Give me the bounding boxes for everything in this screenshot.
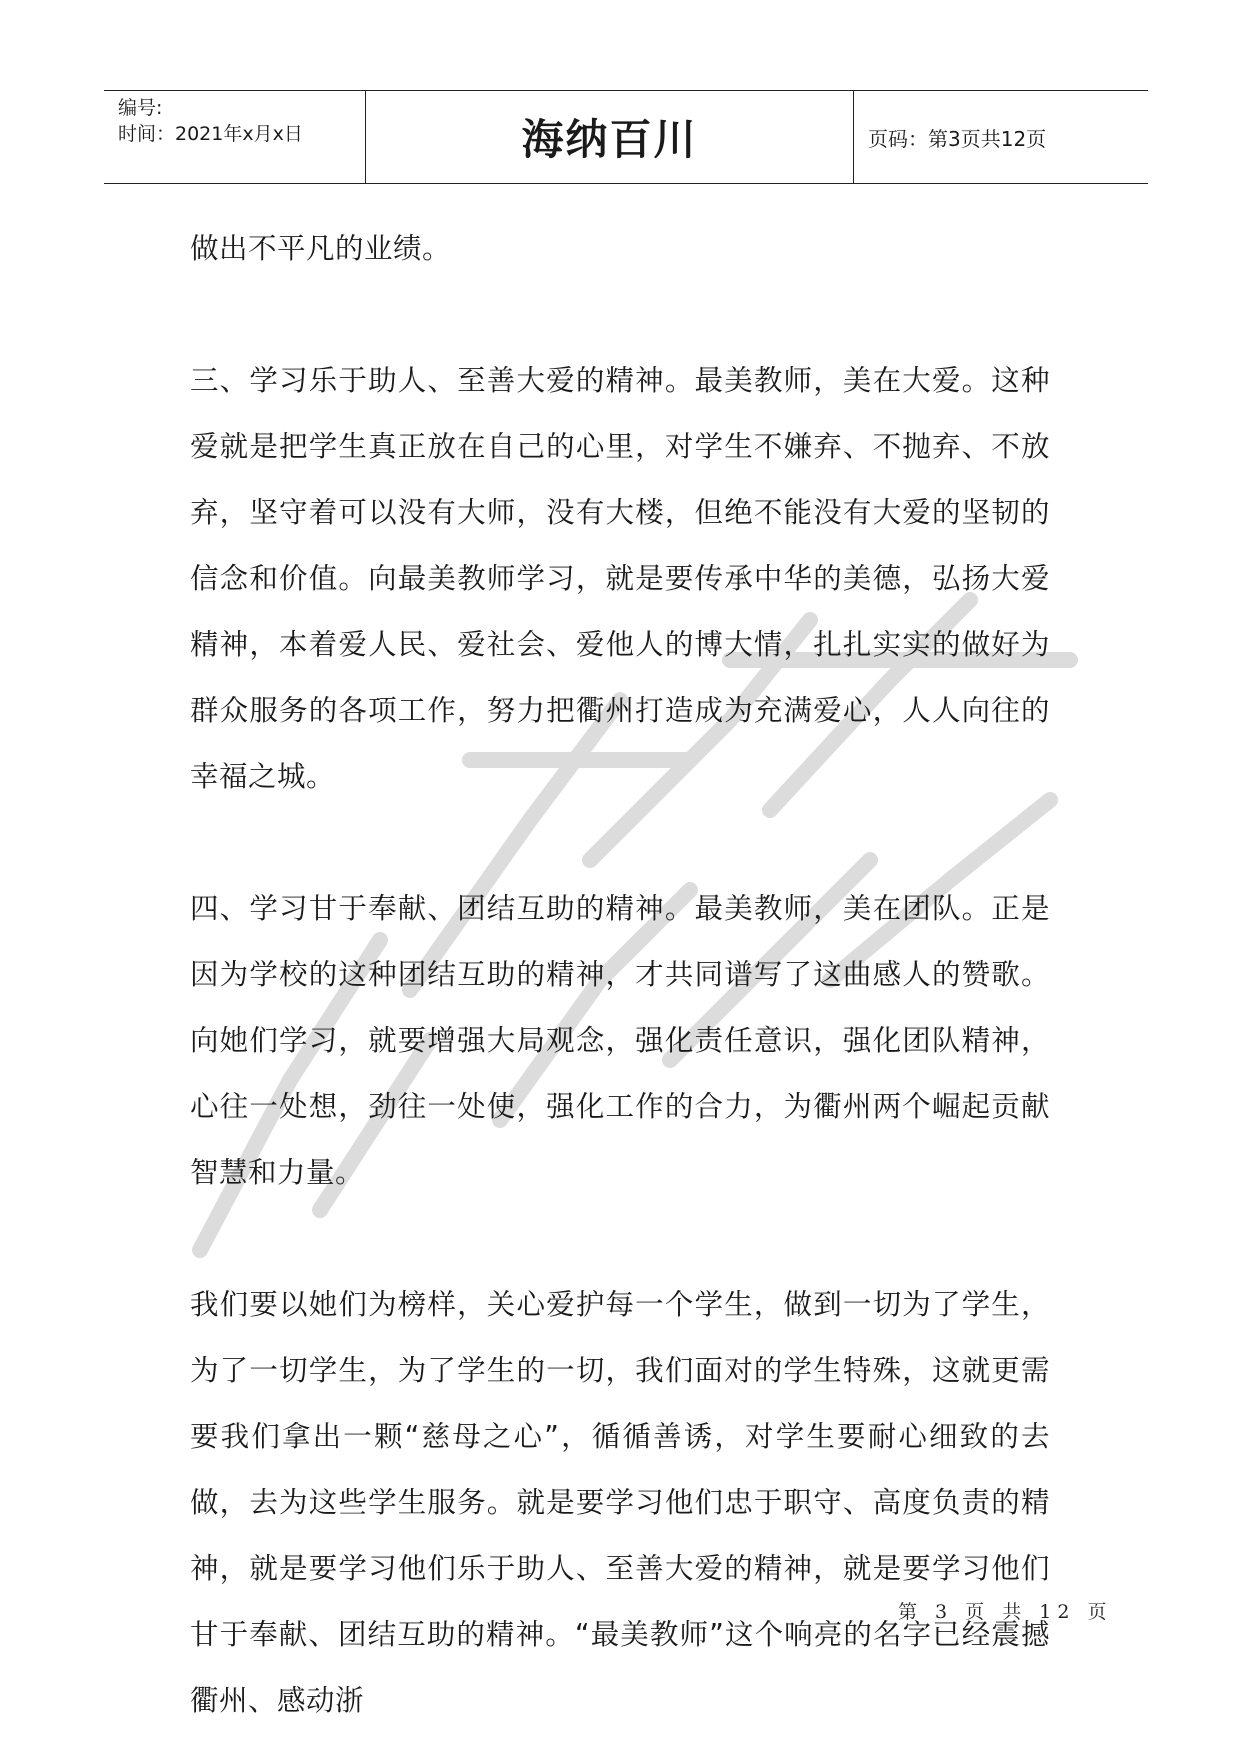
header-page-cell xyxy=(854,91,1148,183)
header-meta xyxy=(104,91,366,183)
serial-number-label: 编号: xyxy=(118,97,163,119)
paragraph-continuation: 做出不平凡的业绩。 xyxy=(190,232,452,265)
brand-title: 海纳百川 xyxy=(521,115,698,164)
date-label: 时间：2021年x月x日 xyxy=(118,123,303,145)
header-brand-cell xyxy=(366,91,854,183)
document-body xyxy=(190,216,1050,1734)
paragraph-conclusion: 我们要以她们为榜样，关心爱护每一个学生，做到一切为了学生，为了一切学生，为了学生的一切，我们面对的学生特殊，这就更需要我们拿出一颗“慈母之心”，循循善诱，对学生要耐心细致的去做，去为这些学生服务。就是要学习他们忠于职守、高度负责的精神，就是要学习他们乐于助人、至善大爱的精神，就是要学习他们甘于奉献、团结互助的精神。“最美教师”这个响亮的名字已经震撼衢州、感动浙 xyxy=(190,1288,1050,1717)
paragraph-four: 四、学习甘于奉献、团结互助的精神。最美教师，美在团队。正是因为学校的这种团结互助的精神，才共同谱写了这曲感人的赞歌。向她们学习，就要增强大局观念，强化责任意识，强化团队精神，心往一处想，劲往一处使，强化工作的合力，为衢州两个崛起贡献智慧和力量。 xyxy=(190,892,1050,1189)
paragraph-three: 三、学习乐于助人、至善大爱的精神。最美教师，美在大爱。这种爱就是把学生真正放在自己的心里，对学生不嫌弃、不抛弃、不放弃，坚守着可以没有大师，没有大楼，但绝不能没有大爱的坚韧的信念和价值。向最美教师学习，就是要传承中华的美德，弘扬大爱精神，本着爱人民、爱社会、爱他人的博大情，扎扎实实的做好为群众服务的各项工作，努力把衢州打造成为充满爱心，人人向往的幸福之城。 xyxy=(190,364,1050,793)
page-indicator: 页码：第3页共12页 xyxy=(868,126,1047,151)
document-header xyxy=(104,90,1148,184)
page-footer: 第 3 页 共 12 页 xyxy=(898,1601,1113,1623)
